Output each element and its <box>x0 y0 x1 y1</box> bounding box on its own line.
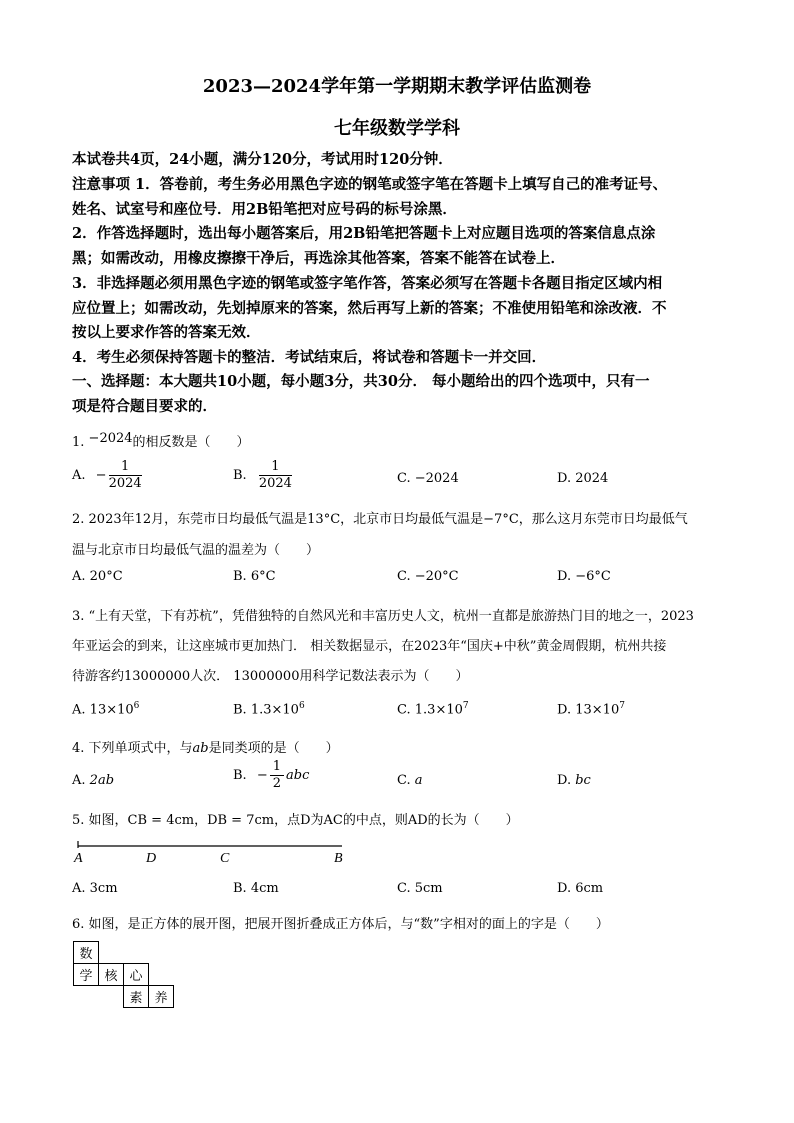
question-6-stem: 6. 如图，是正方体的展开图，把展开图折叠成正方体后，与“数”字相对的面上的字是（ ） <box>72 917 609 932</box>
question-5-stem: 5. 如图，CB = 4cm，DB = 7cm，点D为AC的中点，则AD的长为（ ） <box>72 813 519 828</box>
q1-option-a[interactable]: A. − $\frac{1}{2024}$ <box>72 459 142 491</box>
net-cell-xue: 学 <box>74 964 99 986</box>
q4-option-a[interactable]: A. 2ab <box>72 773 115 788</box>
net-cell-yang: 养 <box>149 986 174 1008</box>
question-1-stem: 1. −2024的相反数是（ ） <box>72 431 250 450</box>
instruction-4: 4．考生必须保持答题卡的整洁．考试结束后，将试卷和答题卡一并交回． <box>72 349 547 366</box>
question-3-line3: 待游客约13000000人次． 13000000用科学记数法表示为（ ） <box>72 669 469 684</box>
point-b-label: B <box>334 851 343 866</box>
q5-option-c[interactable]: C. 5cm <box>397 881 443 896</box>
q5-option-d[interactable]: D. 6cm <box>557 881 604 896</box>
q2-option-c[interactable]: C. −20°C <box>397 569 459 584</box>
q5-option-a[interactable]: A. 3cm <box>72 881 118 896</box>
instruction-2a: 2．作答选择题时，选出每小题答案后，用2B铅笔把答题卡上对应题目选项的答案信息点涂 <box>72 225 656 242</box>
point-a-label: A <box>74 851 83 866</box>
q1-option-d[interactable]: D. 2024 <box>557 471 609 486</box>
net-cell-xin: 心 <box>124 964 149 986</box>
point-c-label: C <box>220 851 230 866</box>
net-cell-shu: 数 <box>74 942 99 964</box>
q4-b-fraction: $\frac{1}{2}$ <box>270 759 284 792</box>
question-3-line2: 年亚运会的到来，让这座城市更加热门． 相关数据显示，在2023年“国庆+中秋”黄金周假期，杭州共接 <box>72 639 667 654</box>
net-cell-su: 素 <box>124 986 149 1008</box>
q4-option-b[interactable]: B. − $\frac{1}{2}$ abc <box>233 759 310 791</box>
q3-option-b[interactable]: B. $1.3\times 10^6$ <box>233 701 305 718</box>
q4-option-d[interactable]: D. bc <box>557 773 591 788</box>
question-2-line1: 2. 2023年12月，东莞市日均最低气温是13°C，北京市日均最低气温是−7°C，那么这月东莞市日均最低气 <box>72 512 688 527</box>
q2-option-d[interactable]: D. −6°C <box>557 569 611 584</box>
cube-net-figure <box>73 941 174 1008</box>
q1-option-c[interactable]: C. −2024 <box>397 471 459 486</box>
q1-option-b[interactable]: B. $\frac{1}{2024}$ <box>233 459 292 491</box>
question-4-stem: 4. 下列单项式中，与ab是同类项的是（ ） <box>72 741 339 756</box>
section-heading-line1: 一、选择题：本大题共10小题，每小题3分，共30分． 每小题给出的四个选项中，只有一 <box>72 373 650 390</box>
instruction-3b: 应位置上；如需改动，先划掉原来的答案，然后再写上新的答案；不准使用铅笔和涂改液．不 <box>72 300 667 317</box>
exam-subtitle: 七年级数学学科 <box>334 118 460 139</box>
q5-option-b[interactable]: B. 4cm <box>233 881 279 896</box>
q3-option-c[interactable]: C. $1.3\times 10^7$ <box>397 701 469 718</box>
q1-expr: −2024 <box>88 431 133 446</box>
q1-a-fraction: $\frac{1}{2024}$ <box>108 459 142 491</box>
point-d-label: D <box>146 851 157 866</box>
question-3-line1: 3. “上有天堂，下有苏杭”，凭借独特的自然风光和丰富历史人文，杭州一直都是旅游热门目的地之一，2023 <box>72 609 694 624</box>
q2-option-b[interactable]: B. 6°C <box>233 569 276 584</box>
instruction-1b: 姓名、试室号和座位号．用2B铅笔把对应号码的标号涂黑． <box>72 201 457 218</box>
instructions-intro: 本试卷共4页，24小题，满分120分，考试用时120分钟． <box>72 151 453 168</box>
instruction-1a: 注意事项 1．答卷前，考生务必用黑色字迹的钢笔或签字笔在答题卡上填写自己的准考证号、 <box>72 176 668 193</box>
q3-option-d[interactable]: D. $13\times 10^7$ <box>557 701 625 718</box>
q1-b-fraction: $\frac{1}{2024}$ <box>258 459 292 491</box>
instruction-3c: 按以上要求作答的答案无效． <box>72 324 261 341</box>
q4-option-c[interactable]: C. a <box>397 773 423 788</box>
instruction-2b: 黑；如需改动，用橡皮擦擦干净后，再选涂其他答案，答案不能答在试卷上． <box>72 250 565 267</box>
section-heading-line2: 项是符合题目要求的． <box>72 398 217 415</box>
q3-option-a[interactable]: A. $13\times 10^6$ <box>72 701 140 718</box>
net-cell-he: 核 <box>99 964 124 986</box>
exam-title: 2023—2024学年第一学期期末教学评估监测卷 <box>202 76 592 97</box>
q2-option-a[interactable]: A. 20°C <box>72 569 123 584</box>
instruction-3a: 3．非选择题必须用黑色字迹的钢笔或签字笔作答，答案必须写在答题卡各题目指定区域内相 <box>72 275 663 292</box>
question-2-line2: 温与北京市日均最低气温的温差为（ ） <box>72 543 320 558</box>
q5-line-segment-figure <box>70 838 360 872</box>
